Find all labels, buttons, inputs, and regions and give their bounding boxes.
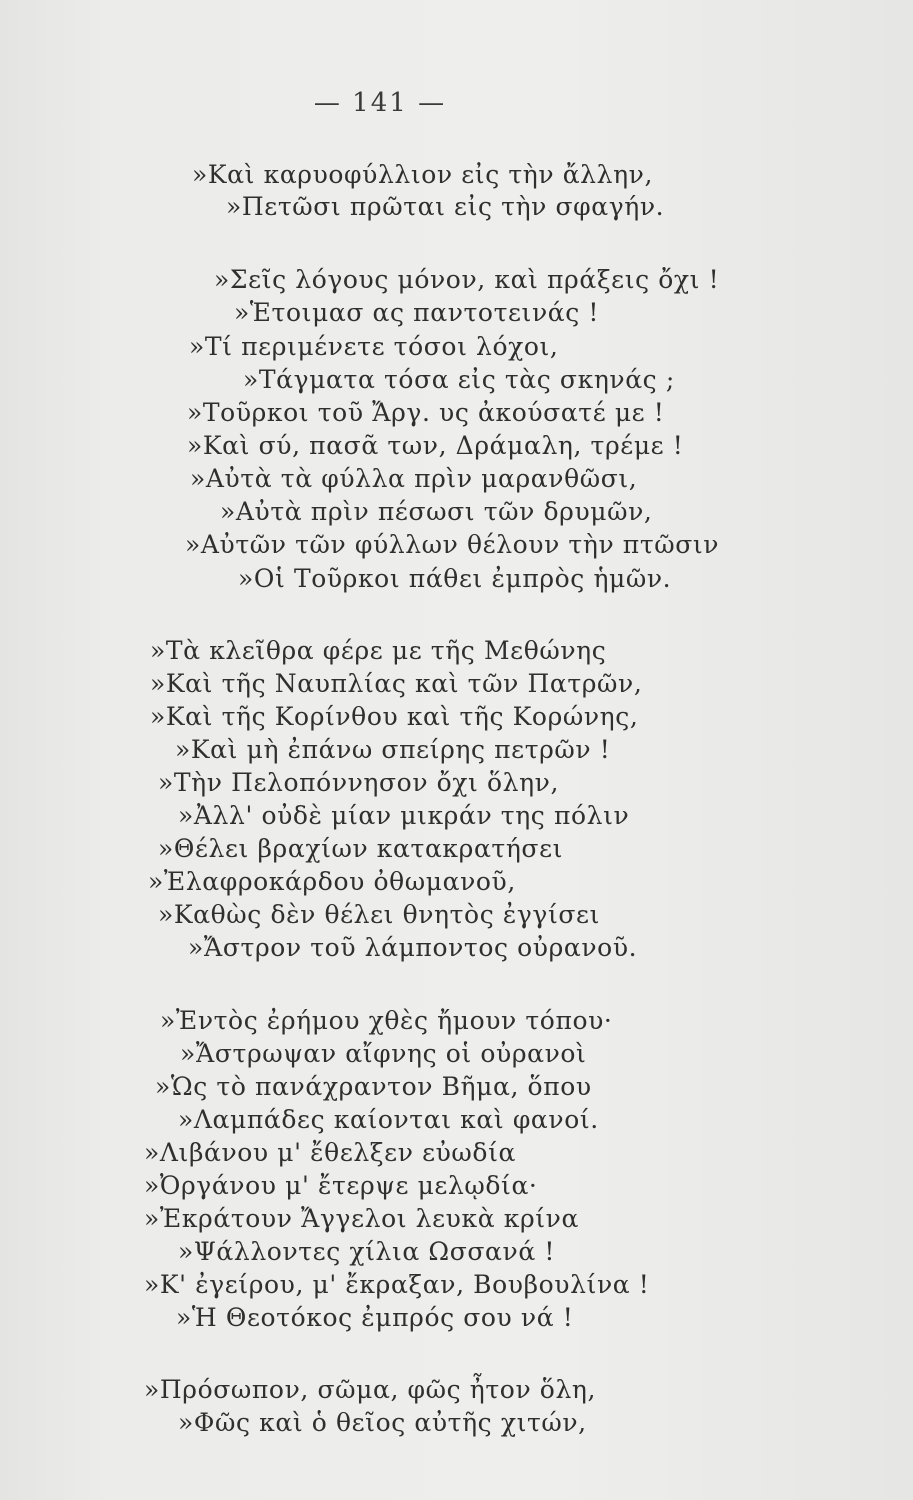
verse-line: »Λιβάνου μ' ἔθελξεν εὐωδία	[144, 1138, 516, 1167]
verse-line: »Τὰ κλεῖθρα φέρε με τῆς Μεθώνης	[150, 636, 607, 665]
verse-line: »Λαμπάδες καίονται καὶ φανοί.	[178, 1105, 599, 1134]
verse-line: »Τὴν Πελοπόννησον ὄχι ὅλην,	[158, 768, 560, 797]
verse-line: »Καὶ τῆς Ναυπλίας καὶ τῶν Πατρῶν,	[150, 669, 643, 698]
page-number: — 141 —	[313, 88, 447, 118]
verse-line: »Οἱ Τοῦρκοι πάθει ἐμπρὸς ἡμῶν.	[238, 564, 672, 593]
verse-line: »Καθὼς δὲν θέλει θνητὸς ἐγγίσει	[158, 900, 600, 929]
verse-line: »Πρόσωπον, σῶμα, φῶς ἦτον ὅλη,	[144, 1375, 597, 1404]
verse-line: »Αὐτῶν τῶν φύλλων θέλουν τὴν πτῶσιν	[185, 530, 720, 559]
verse-line: »Τί περιμένετε τόσοι λόχοι,	[189, 332, 559, 361]
verse-line: »Καὶ τῆς Κορίνθου καὶ τῆς Κορώνης,	[150, 702, 639, 731]
verse-line: »Ἐλαφροκάρδου ὀθωμανοῦ,	[148, 867, 516, 896]
verse-line: »Ψάλλοντες χίλια Ωσσανά !	[178, 1237, 556, 1266]
verse-line: »Τάγματα τόσα εἰς τὰς σκηνάς ;	[243, 365, 675, 394]
verse-line: »Καὶ σύ, πασᾶ των, Δράμαλη, τρέμε !	[187, 431, 684, 460]
verse-line: »Καὶ καρυοφύλλιον εἰς τὴν ἄλλην,	[192, 160, 653, 189]
verse-line: »Σεῖς λόγους μόνον, καὶ πράξεις ὄχι !	[214, 265, 720, 294]
verse-line: »Ἄστρον τοῦ λάμποντος οὐρανοῦ.	[188, 933, 638, 962]
verse-line: »Πετῶσι πρῶται εἰς τὴν σφαγήν.	[226, 192, 665, 221]
verse-line: »Ἄστρωψαν αἴφνης οἱ οὐρανοὶ	[180, 1039, 587, 1068]
verse-line: »Κ' ἐγείρου, μ' ἔκραξαν, Βουβουλίνα !	[144, 1270, 650, 1299]
verse-line: »Ἑτοιμασ ας παντοτεινάς !	[234, 298, 600, 327]
verse-line: »Ἡ Θεοτόκος ἐμπρός σου νά !	[176, 1303, 574, 1332]
verse-line: »Ἐκράτουν Ἄγγελοι λευκὰ κρίνα	[144, 1204, 579, 1233]
verse-line: »Ἀλλ' οὐδὲ μίαν μικράν της πόλιν	[178, 801, 630, 830]
verse-line: »Αὐτὰ τὰ φύλλα πρὶν μαρανθῶσι,	[190, 464, 638, 493]
verse-line: »Ἐντὸς ἐρήμου χθὲς ἤμουν τόπου·	[160, 1006, 613, 1035]
verse-line: »Τοῦρκοι τοῦ Ἄργ. υς ἀκούσατέ με !	[187, 398, 665, 427]
verse-line: »Φῶς καὶ ὁ θεῖος αὐτῆς χιτών,	[178, 1408, 587, 1437]
verse-line: »Αὐτὰ πρὶν πέσωσι τῶν δρυμῶν,	[220, 497, 653, 526]
verse-line: »Ὡς τὸ πανάχραντον Βῆμα, ὅπου	[155, 1072, 592, 1101]
verse-line: »Θέλει βραχίων κατακρατήσει	[158, 834, 564, 863]
verse-line: »Καὶ μὴ ἐπάνω σπείρης πετρῶν !	[175, 735, 611, 764]
verse-line: »Ὀργάνου μ' ἔτερψε μελῳδία·	[144, 1171, 538, 1200]
